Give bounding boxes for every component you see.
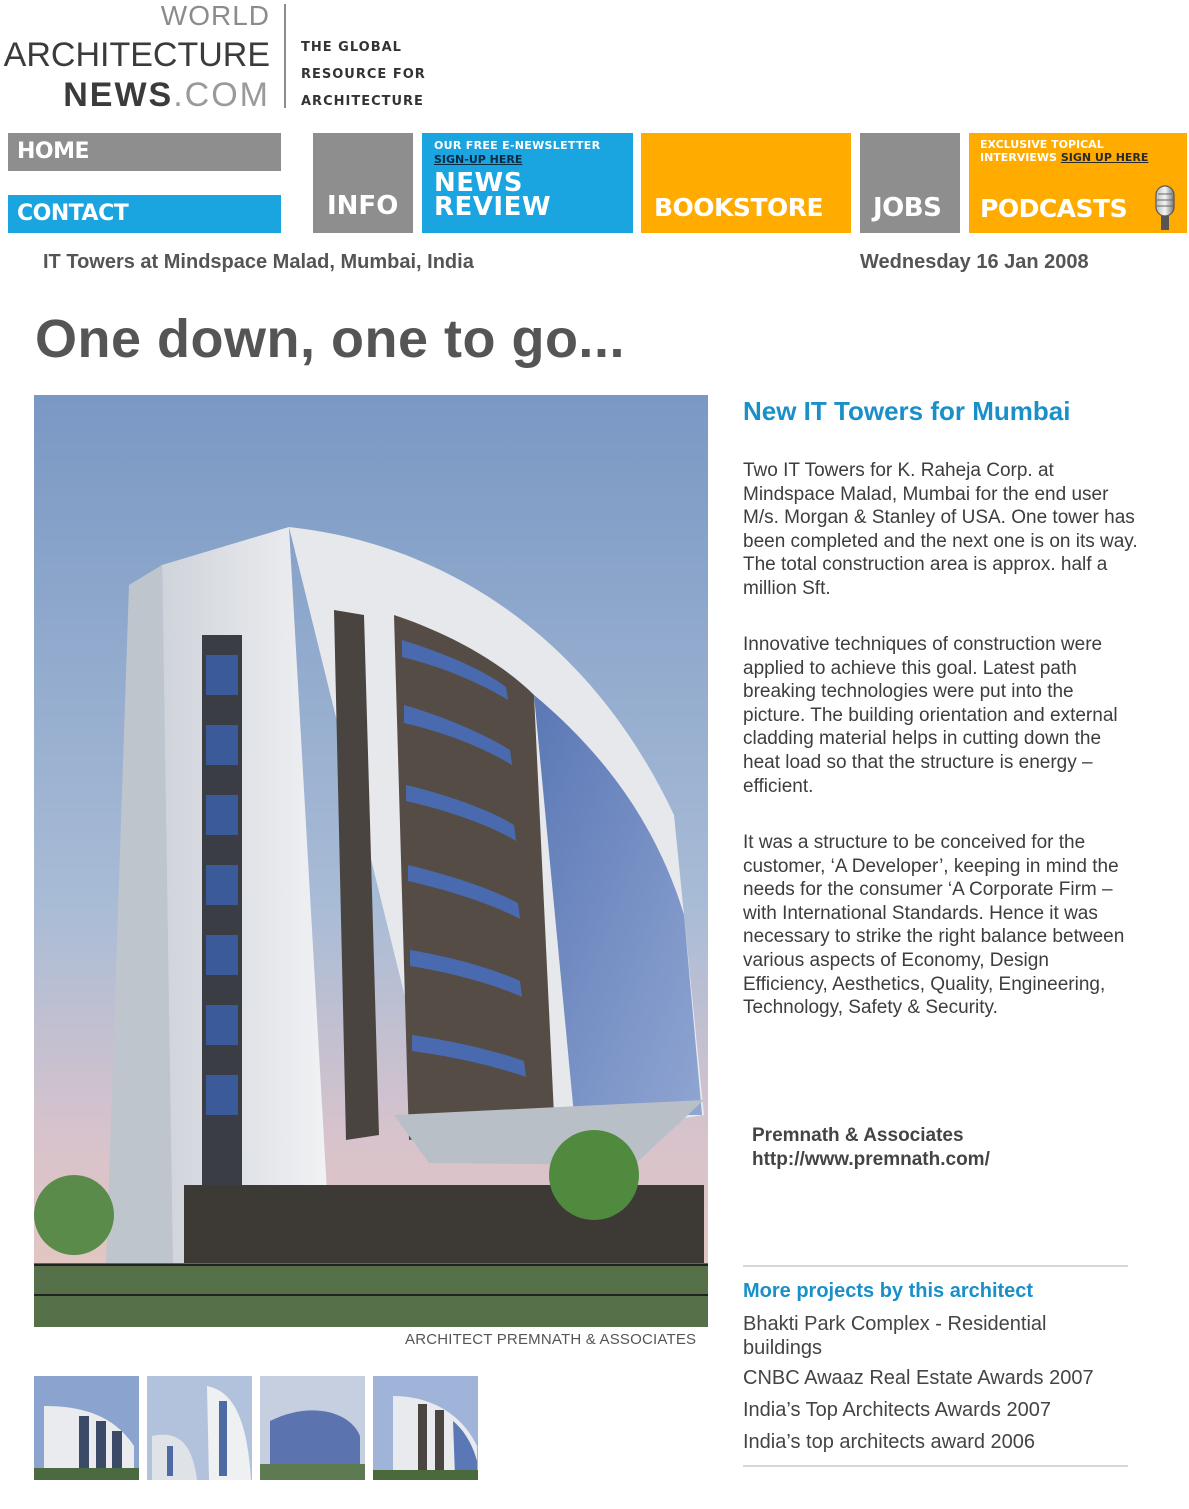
news-review-line2: REVIEW [434,192,552,222]
newsletter-label: OUR FREE E-NEWSLETTER [434,139,601,152]
main-building-image[interactable] [34,395,708,1327]
logo-tagline-3: ARCHITECTURE [301,94,424,109]
podcasts-label: PODCASTS [980,194,1128,223]
architect-credit [752,1124,990,1172]
logo-world: WORLD [160,0,270,31]
article-location: IT Towers at Mindspace Malad, Mumbai, India [43,251,474,273]
nav-home-button[interactable]: HOME [8,133,281,171]
site-logo[interactable] [3,0,438,118]
thumbnail-3[interactable] [260,1376,365,1480]
more-project-link-2[interactable]: CNBC Awaaz Real Estate Awards 2007 [743,1367,1094,1389]
logo-divider [284,4,286,108]
image-caption: ARCHITECT PREMNATH & ASSOCIATES [405,1331,697,1348]
nav-contact-button[interactable]: CONTACT [8,195,281,233]
nav-podcasts-button[interactable] [969,133,1187,233]
nav-bookstore-button[interactable]: BOOKSTORE [641,133,851,233]
article-paragraph-1: Two IT Towers for K. Raheja Corp. at Mindspace Malad, Mumbai for the end user M/s. Morgan & Stanley of USA. One tower has been completed and the next one is on its way. The total construction area is approx. half a million Sft. [743,460,1138,599]
more-projects-title: More projects by this architect [743,1280,1034,1302]
logo-tagline-1: THE GLOBAL [301,40,402,55]
nav-news-review-button[interactable] [422,133,633,233]
article-paragraph-2: Innovative techniques of construction were applied to achieve this goal. Latest path breaking technologies were put into the picture. The building orientation and external cladding material helps in cutting down the heat load so that the structure is energy – efficient. [743,634,1118,797]
thumbnail-1[interactable] [34,1376,139,1480]
architect-name: Premnath & Associates [752,1125,964,1146]
nav-info-button[interactable]: INFO [313,133,413,233]
podcasts-label-1: EXCLUSIVE TOPICAL [980,138,1104,151]
divider-bottom [743,1465,1128,1467]
more-project-link-1[interactable]: Bhakti Park Complex - Residential buildings [743,1313,1047,1359]
article-date: Wednesday 16 Jan 2008 [860,251,1089,273]
logo-architecture: ARCHITECTURE [3,36,270,74]
article-subtitle: New IT Towers for Mumbai [743,396,1071,426]
thumbnail-2[interactable] [147,1376,252,1480]
newsletter-signup-link[interactable]: SIGN-UP HERE [434,153,523,166]
microphone-icon [1152,184,1178,232]
article-paragraph-3: It was a structure to be conceived for the customer, ‘A Developer’, keeping in mind the needs for the consumer ‘A Corporate Firm – with International Standards. Hence it was necessary to strike the right balance between various aspects of Economy, Design Efficiency, Aesthetics, Quality, Engineering, Technology, Safety & Security. [743,832,1125,1019]
logo-tagline-2: RESOURCE FOR [301,67,426,82]
more-project-link-3[interactable]: India’s Top Architects Awards 2007 [743,1399,1051,1421]
logo-news: NEWS.COM [63,76,270,114]
nav-jobs-button[interactable]: JOBS [860,133,960,233]
more-project-link-4[interactable]: India’s top architects award 2006 [743,1431,1036,1453]
architect-url-link[interactable]: http://www.premnath.com/ [752,1149,990,1170]
news-review-line1: NEWS [434,168,523,198]
podcasts-signup-link[interactable]: SIGN UP HERE [1060,151,1149,164]
thumbnail-4[interactable] [373,1376,478,1480]
page-title: One down, one to go... [35,309,625,369]
podcasts-label-2: INTERVIEWS SIGN UP HERE [980,151,1149,164]
divider-top [743,1265,1128,1267]
